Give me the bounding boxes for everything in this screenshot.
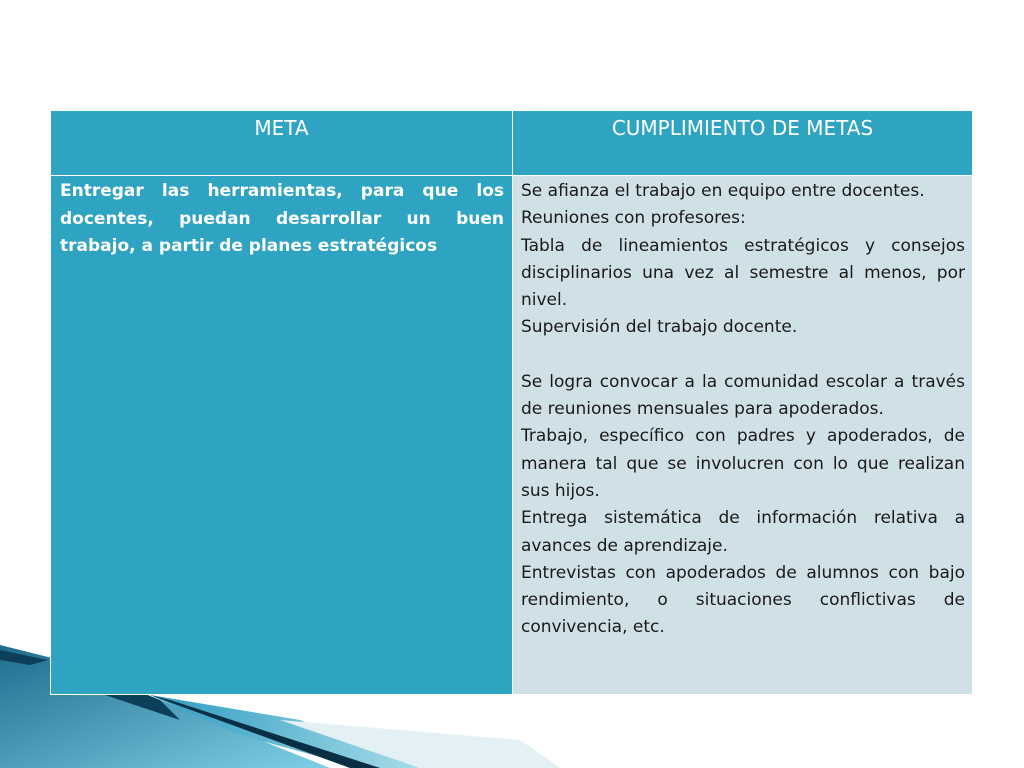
table-header-row xyxy=(51,111,973,176)
header-meta: META xyxy=(51,111,513,176)
cumplimiento-item: Entrevistas con apoderados de alumnos con bajo rendimiento, o situaciones conflictivas de convivencia, etc. xyxy=(521,562,965,638)
header-cumplimiento: CUMPLIMIENTO DE METAS xyxy=(513,111,973,176)
cumplimiento-item: Entrega sistemática de información relativa a avances de aprendizaje. xyxy=(521,508,965,556)
cumplimiento-cell xyxy=(513,176,973,695)
cumplimiento-item: Tabla de lineamientos estratégicos y consejos disciplinarios una vez al semestre al menos, por nivel. xyxy=(521,235,965,311)
metas-table xyxy=(50,110,973,695)
meta-text: Entregar las herramientas, para que los docentes, puedan desarrollar un buen trabajo, a partir de planes estratégicos xyxy=(60,181,504,256)
table-row xyxy=(51,176,973,695)
cumplimiento-item: Se logra convocar a la comunidad escolar a través de reuniones mensuales para apoderados. xyxy=(521,371,965,420)
cumplimiento-item: Reuniones con profesores: xyxy=(521,208,746,229)
cumplimiento-item: Trabajo, específico con padres y apoderados, de manera tal que se involucren con lo que realizan sus hijos. xyxy=(521,426,965,501)
cumplimiento-item: Se afianza el trabajo en equipo entre docentes. xyxy=(521,181,925,201)
cumplimiento-item: Supervisión del trabajo docente. xyxy=(521,317,798,338)
meta-cell xyxy=(51,176,513,695)
